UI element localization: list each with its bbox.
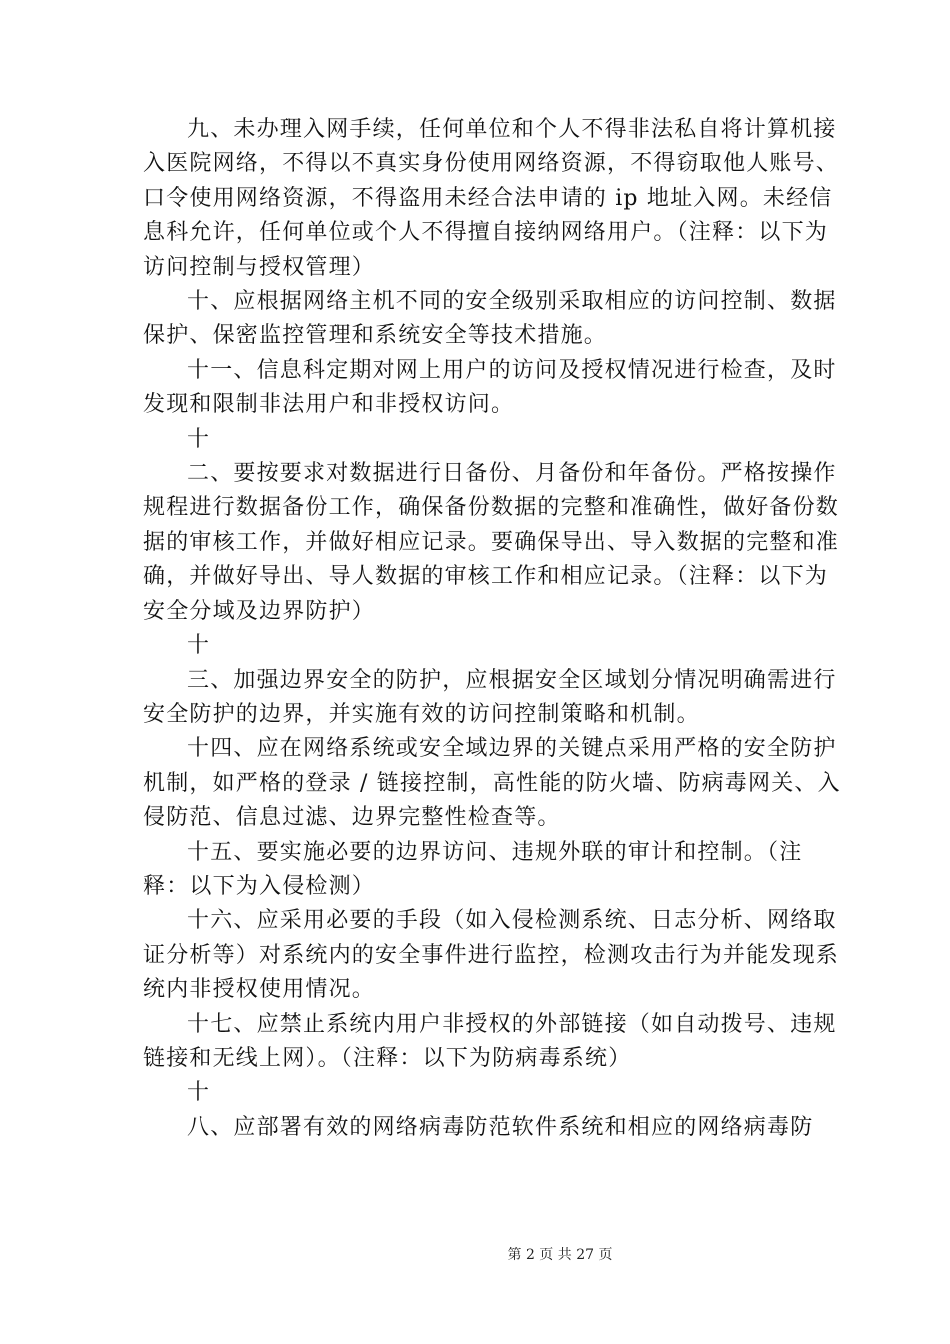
document-body bbox=[143, 113, 843, 1145]
paragraph-18: 八、应部署有效的网络病毒防范软件系统和相应的网络病毒防 bbox=[187, 1114, 814, 1140]
paragraph-18-prefix: 十 bbox=[187, 1080, 211, 1106]
page-number: 第 2 页 共 27 页 bbox=[507, 1247, 613, 1263]
paragraph-11: 十一、信息科定期对网上用户的访问及授权情况进行检查，及时发现和限制非法用户和非授权访问。 bbox=[143, 357, 837, 418]
paragraph-12-prefix: 十 bbox=[187, 426, 211, 452]
paragraph-13-prefix: 十 bbox=[187, 633, 211, 659]
paragraph-9: 九、未办理入网手续，任何单位和个人不得非法私自将计算机接入医院网络，不得以不真实身份使用网络资源，不得窃取他人账号、口令使用网络资源，不得盗用未经合法申请的 ip 地址入网。未经信息科允许，任何单位或个人不得擅自接纳网络用户。（注释：以下为访问控制与授权管理） bbox=[143, 117, 840, 280]
paragraph-14: 十四、应在网络系统或安全域边界的关键点采用严格的安全防护机制，如严格的登录 / 链接控制，高性能的防火墙、防病毒网关、入侵防范、信息过滤、边界完整性检查等。 bbox=[143, 736, 841, 831]
paragraph-15: 十五、要实施必要的边界访问、违规外联的审计和控制。（注释：以下为入侵检测） bbox=[143, 839, 803, 899]
paragraph-17: 十七、应禁止系统内用户非授权的外部链接（如自动拨号、违规链接和无线上网）。（注释：以下为防病毒系统） bbox=[143, 1011, 837, 1071]
paragraph-12: 二、要按要求对数据进行日备份、月备份和年备份。严格按操作规程进行数据备份工作，确保备份数据的完整和准确性，做好备份数据的审核工作，并做好相应记录。要确保导出、导入数据的完整和准确，并做好导出、导人数据的审核工作和相应记录。（注释：以下为安全分域及边界防护） bbox=[143, 461, 840, 624]
paragraph-10: 十、应根据网络主机不同的安全级别采取相应的访问控制、数据保护、保密监控管理和系统安全等技术措施。 bbox=[143, 289, 837, 349]
paragraph-16: 十六、应采用必要的手段（如入侵检测系统、日志分析、网络取证分析等）对系统内的安全事件进行监控，检测攻击行为并能发现系统内非授权使用情况。 bbox=[143, 908, 840, 1003]
paragraph-13: 三、加强边界安全的防护，应根据安全区域划分情况明确需进行安全防护的边界，并实施有效的访问控制策略和机制。 bbox=[143, 667, 837, 727]
